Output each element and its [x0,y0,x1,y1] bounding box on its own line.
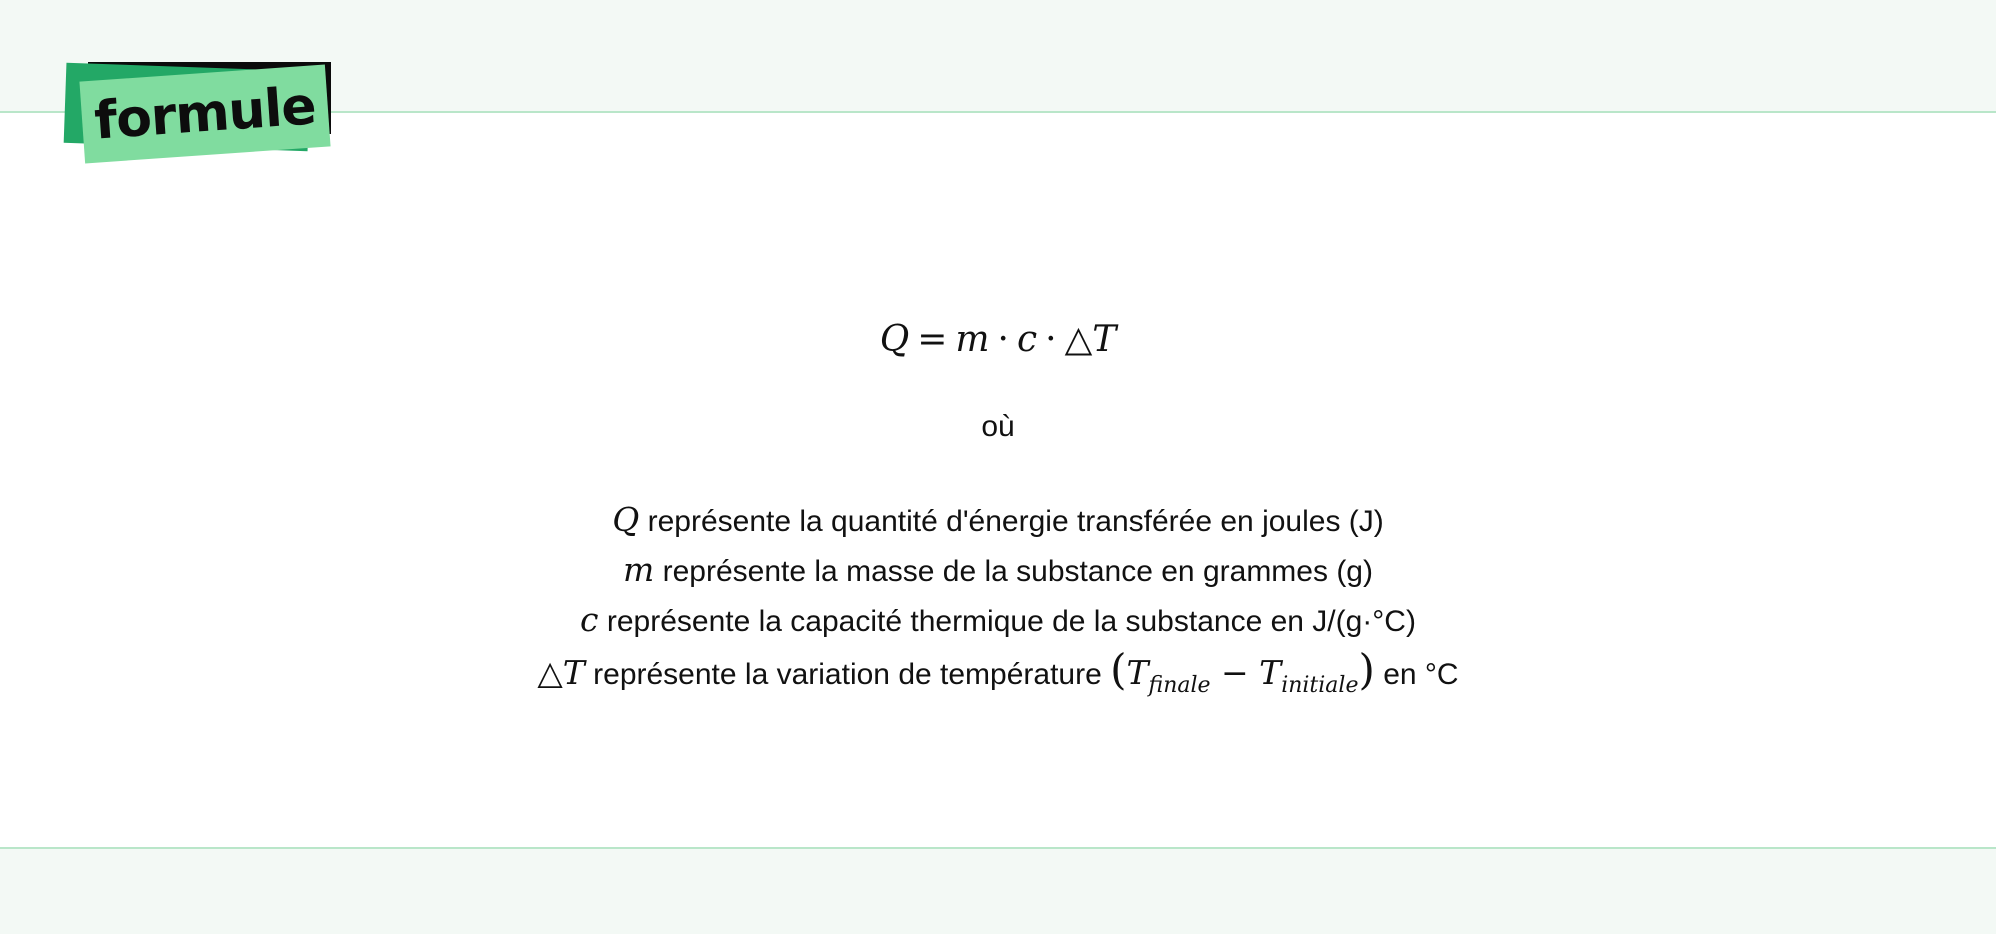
open-paren: ( [1110,645,1127,694]
bottom-band [0,847,1996,934]
definition-c [0,596,1996,646]
connector-text: où [981,410,1015,443]
definition-text: représente la quantité d'énergie transférée en joules (J) [639,505,1384,538]
formula-dot-1: · [997,319,1009,360]
formula-t: T [1092,319,1117,360]
definition-text: représente la variation de température [584,658,1111,691]
unit-text: en °C [1374,658,1459,691]
definition-text: représente la capacité thermique de la substance en J/(g·°C) [598,605,1416,638]
delta-symbol: △ [537,653,563,692]
formula-m: m [955,319,990,360]
definition-delta-t [0,646,1996,710]
definition-symbol: Q [612,500,640,539]
formula-dot-2: · [1045,319,1057,360]
badge-front-layer [79,65,330,164]
t-initial-symbol: T [1259,653,1282,692]
definition-symbol: c [580,600,599,639]
t-final-subscript: finale [1148,673,1211,698]
formula-equals: = [917,319,948,360]
formula-delta: △ [1064,319,1093,360]
definition-q [0,496,1996,546]
formula-c: c [1016,319,1038,360]
t-initial-subscript: initiale [1281,673,1359,698]
main-formula [0,318,1996,360]
definition-symbol: T [562,653,585,692]
definition-text: représente la masse de la substance en grammes (g) [654,555,1373,588]
t-final-symbol: T [1126,653,1149,692]
definitions-list [0,496,1996,710]
formula-q: Q [879,319,910,360]
formula-badge [60,55,350,175]
close-paren: ) [1358,645,1375,694]
definition-symbol: m [623,550,655,589]
definition-m [0,546,1996,596]
minus-sign: − [1210,653,1260,692]
badge-label: formule [92,76,318,152]
